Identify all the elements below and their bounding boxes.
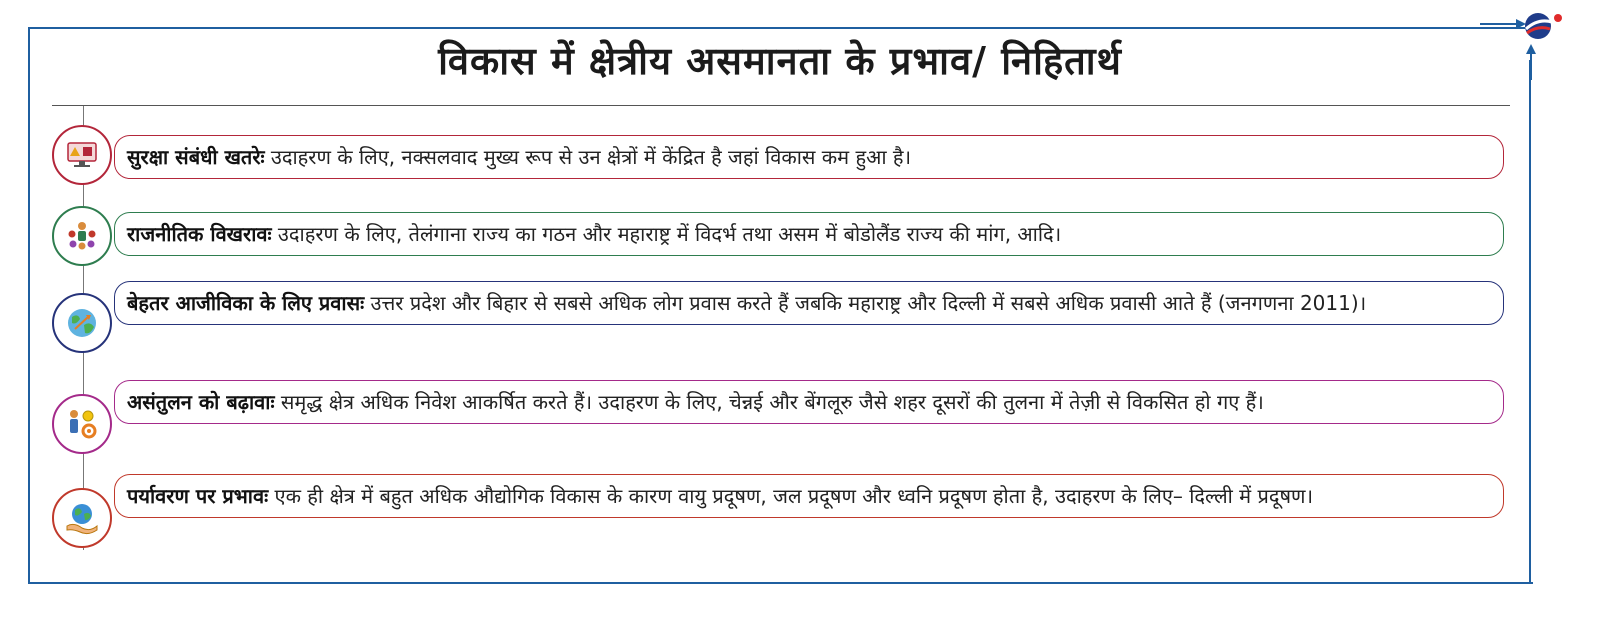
impact-text: उत्तर प्रदेश और बिहार से सबसे अधिक लोग प्रवास करते हैं जबकि महाराष्ट्र और दिल्ली में सबसे अधिक प्रवासी आते हैं (जनगणना 2011)। — [364, 291, 1367, 315]
impact-text: उदाहरण के लिए, तेलंगाना राज्य का गठन और महाराष्ट्र में विदर्भ तथा असम में बोडोलैंड राज्य की मांग, आदि। — [271, 222, 1062, 246]
impact-text: एक ही क्षेत्र में बहुत अधिक औद्योगिक विकास के कारण वायु प्रदूषण, जल प्रदूषण और ध्वनि प्रदूषण होता है, उदाहरण के लिए– दिल्ली में प्रदूषण। — [268, 484, 1314, 508]
impact-heading: पर्यावरण पर प्रभावः — [127, 484, 269, 508]
impact-heading: असंतुलन को बढ़ावाः — [127, 390, 275, 414]
impact-text: उदाहरण के लिए, नक्सलवाद मुख्य रूप से उन क्षेत्रों में केंद्रित है जहां विकास कम हुआ है। — [264, 145, 912, 169]
impact-card — [114, 281, 1504, 325]
globe-migration-icon — [52, 293, 112, 353]
investment-imbalance-icon — [52, 394, 112, 454]
title-divider — [52, 105, 1510, 106]
impact-card — [114, 474, 1504, 518]
impact-heading: राजनीतिक विखरावः — [127, 222, 272, 246]
impact-heading: बेहतर आजीविका के लिए प्रवासः — [127, 291, 365, 315]
impact-heading: सुरक्षा संबंधी खतरेः — [127, 145, 265, 169]
impact-card — [114, 380, 1504, 424]
impact-card — [114, 212, 1504, 256]
security-threat-icon — [52, 125, 112, 185]
frame-right-edge — [1529, 60, 1531, 582]
impact-card — [114, 135, 1504, 179]
impact-text: समृद्ध क्षेत्र अधिक निवेश आकर्षित करते हैं। उदाहरण के लिए, चेन्नई और बेंगलूरु जैसे शहर दूसरों की तुलना में तेज़ी से विकसित हो गए हैं। — [274, 390, 1264, 414]
page-title: विकास में क्षेत्रीय असमानता के प्रभाव/ निहितार्थ — [438, 39, 1122, 83]
environment-globe-hand-icon — [52, 488, 112, 548]
political-fragmentation-icon — [52, 206, 112, 266]
